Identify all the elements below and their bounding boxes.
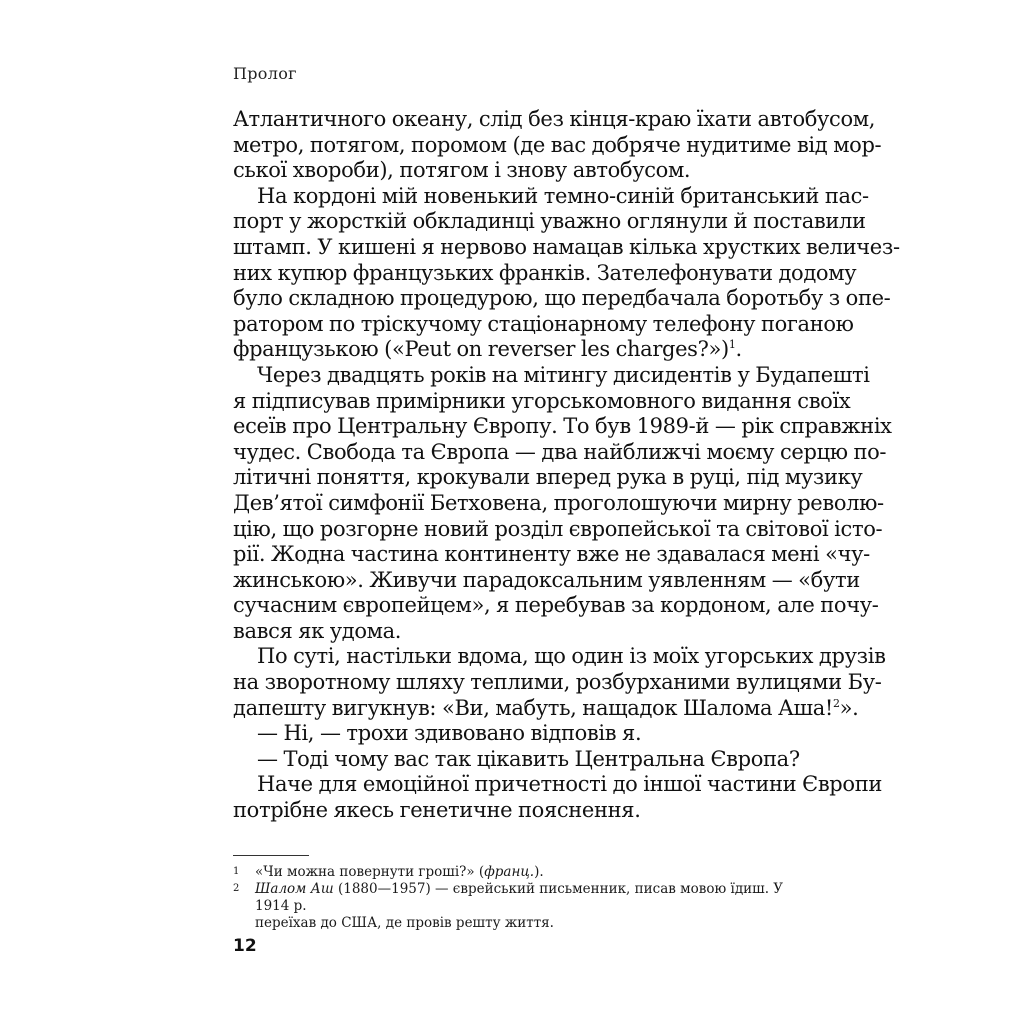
text-line: порт у жорсткій обкладинці уважно оглянули й поставили [233, 209, 866, 234]
text-line: Наче для емоційної причетності до іншої частини Європи [257, 772, 882, 797]
text-line: По суті, настільки вдома, що один із моїх угорських друзів [257, 644, 886, 669]
text-line: ської хвороби), потягом і знову автобусом. [233, 158, 691, 183]
footnotes [233, 864, 813, 932]
footnote-text: (1880—1957) — єврейський письменник, писав мовою їдиш. У 1914 р. [255, 881, 784, 914]
text-line: рії. Жодна частина континенту вже не здавалася мені «чу- [233, 542, 870, 567]
text-line: штамп. У кишені я нервово намацав кілька хрустких величез- [233, 234, 900, 259]
footnote-italic: франц. [484, 864, 535, 880]
dialogue-line: — Тоді чому вас так цікавить Центральна Європа? [257, 746, 800, 771]
body-text [233, 107, 900, 824]
text-line: метро, потягом, поромом (де вас добряче нудитиме від мор- [233, 132, 882, 157]
text-line: Через двадцять років на мітингу дисидентів у Будапешті [257, 362, 870, 387]
footnote-italic: Шалом Аш [255, 881, 334, 897]
text-line: на зворотному шляху теплими, розбурханими вулицями Бу- [233, 670, 882, 695]
footnote-number: 2 [233, 883, 240, 894]
text-fragment: дапешту вигукнув: «Ви, мабуть, нащадок Шалома Аша! [233, 695, 833, 720]
text-line-with-footnote [233, 695, 859, 722]
text-line: літичні поняття, крокували вперед рука в руці, під музику [233, 465, 863, 490]
text-line-with-footnote: французькою («Peut on reverser les charges?»)$^1$. [233, 337, 742, 362]
text-line: На кордоні мій новенький темно-синій британський пас- [257, 183, 869, 208]
running-head: Пролог [233, 64, 297, 83]
footnote-marker: 1 [728, 338, 736, 352]
text-line: ратором по тріскучому стаціонарному телефону поганою [233, 311, 854, 336]
text-line: було складною процедурою, що передбачала боротьбу з опе- [233, 286, 891, 311]
footnote-continuation: переїхав до США, де провів решту життя. [255, 915, 554, 931]
footnote-tail: ). [534, 864, 544, 880]
footnote-text: «Чи можна повернути гроші?» ( [255, 864, 485, 880]
footnote-1 [233, 864, 813, 881]
text-line: сучасним європейцем», я перебував за кордоном, але почу- [233, 593, 879, 618]
text-line: цію, що розгорне новий розділ європейської та світової істо- [233, 516, 883, 541]
text-line: есеїв про Центральну Європу. То був 1989-й — рік справжніх [233, 414, 892, 439]
text-line: Атлантичного океану, слід без кінця-краю їхати автобусом, [233, 107, 876, 131]
footnote-2 [233, 881, 813, 932]
footnote-marker: 2 [832, 696, 840, 710]
text-fragment: ». [839, 695, 859, 720]
text-line: Дев’ятої симфонії Бетховена, проголошуючи мирну револю- [233, 490, 884, 515]
page-number: 12 [233, 936, 257, 956]
text-line: чудес. Свобода та Європа — два найближчі моєму серцю по- [233, 439, 887, 464]
footnote-number: 1 [233, 866, 240, 877]
text-line: я підписував примірники угорськомовного видання своїх [233, 388, 851, 413]
text-line: них купюр французьких франків. Зателефонувати додому [233, 260, 857, 285]
text-line: потрібне якесь генетичне пояснення. [233, 798, 641, 823]
dialogue-line: — Ні, — трохи здивовано відповів я. [257, 721, 642, 746]
text-line: жинською». Живучи парадоксальним уявленням — «бути [233, 567, 860, 592]
footnote-separator [233, 855, 309, 856]
text-line: вався як удома. [233, 618, 402, 643]
text-fragment: французькою («Peut on reverser les charges?») [233, 337, 729, 362]
